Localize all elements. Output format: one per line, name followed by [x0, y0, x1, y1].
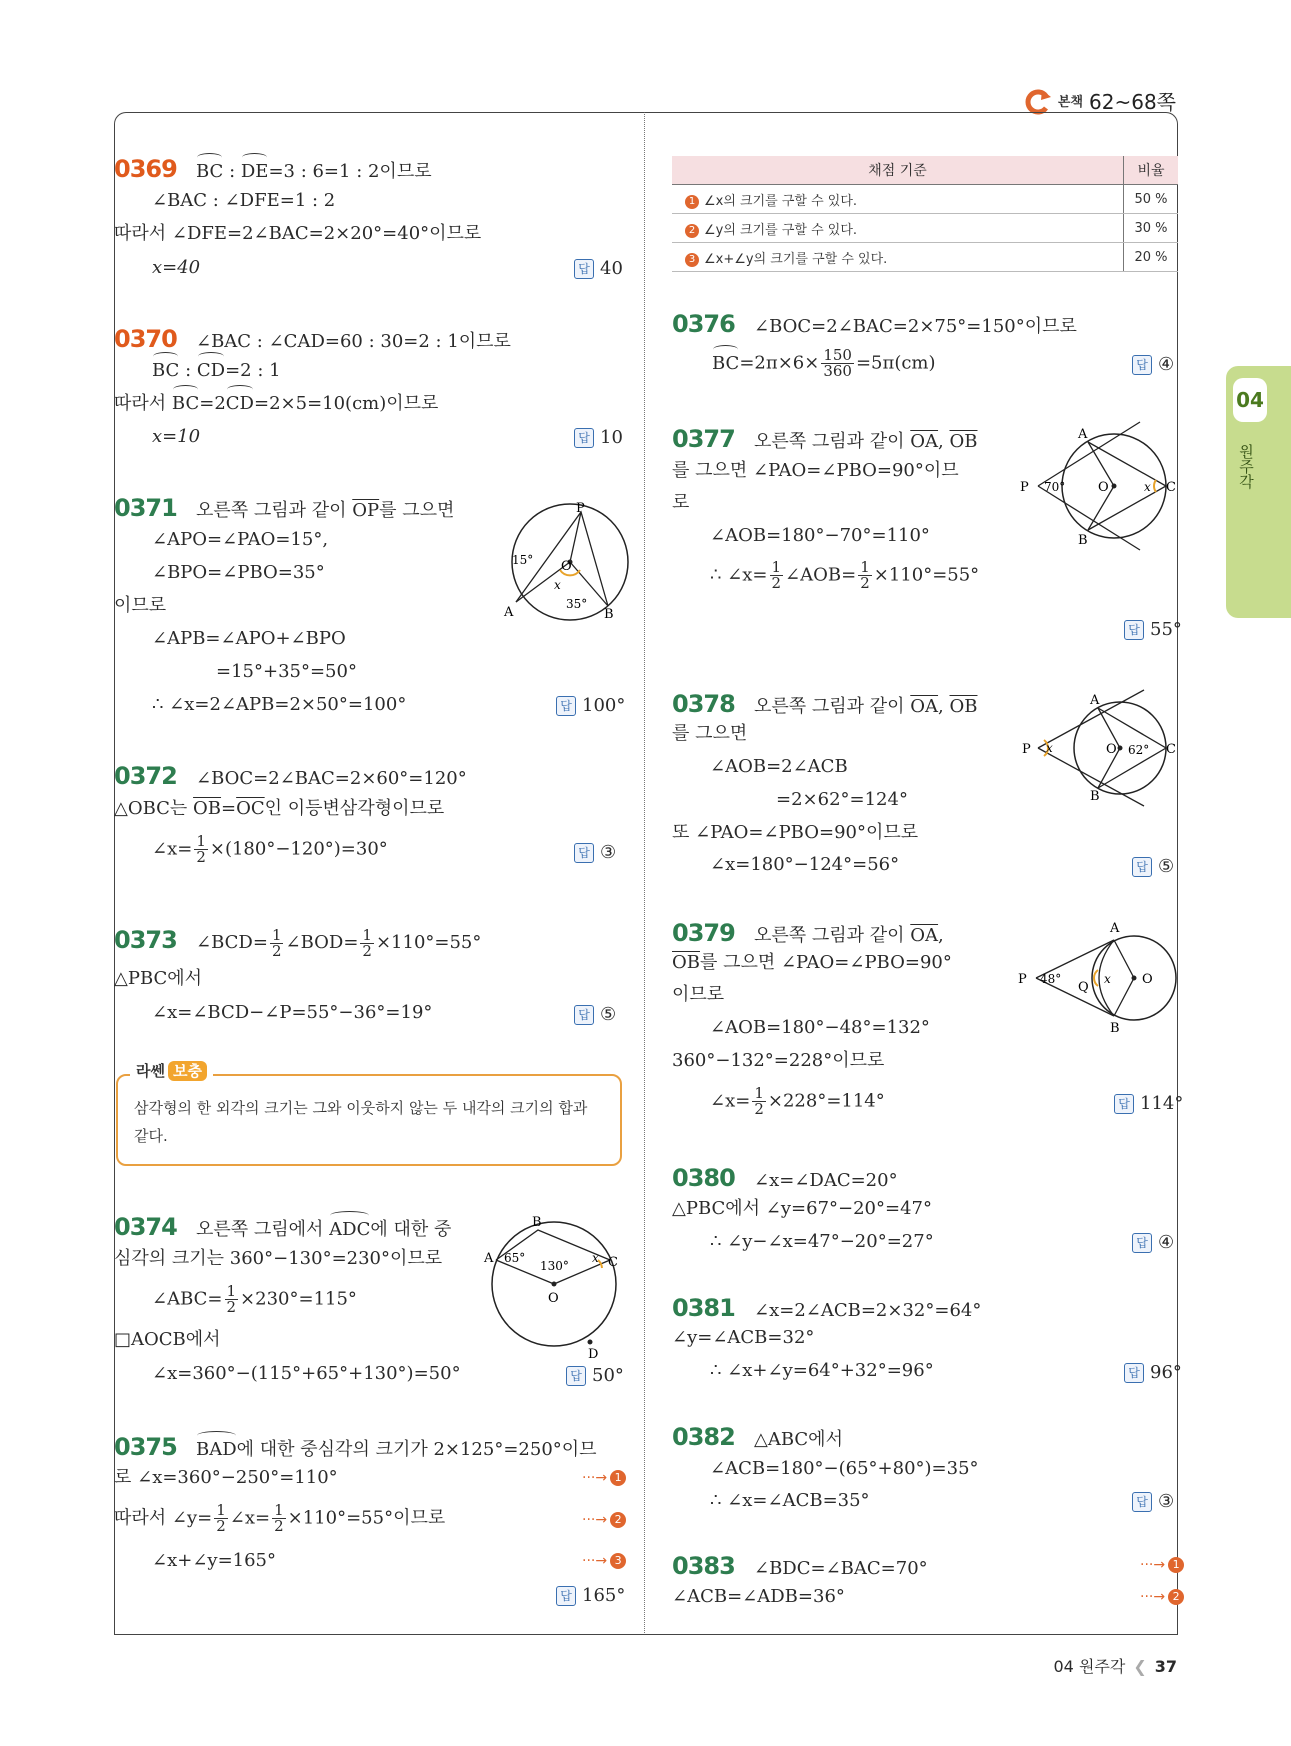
problem-0374-line5: ∠x=360°−(115°+65°+130°)=50°	[152, 1363, 461, 1384]
problem-0379-line2: $\overline{OB}$를 그으면 ∠PAO=∠PBO=90°	[672, 952, 952, 973]
label-angle-15: 15°	[512, 553, 534, 567]
answer-icon: 답	[1132, 857, 1152, 877]
problem-0370-line1: 0370 ∠BAC : ∠CAD=60 : 30=2 : 1이므로	[114, 325, 511, 353]
label-B: B	[604, 607, 614, 622]
answer-0382: 답 ③	[1132, 1491, 1174, 1512]
problem-0381-line2: ∠y=∠ACB=32°	[672, 1327, 815, 1348]
label-x: x	[592, 1251, 599, 1265]
label-angle-130: 130°	[540, 1259, 569, 1273]
problem-0374-line4: □AOCB에서	[114, 1329, 221, 1350]
label-C: C	[1166, 742, 1176, 757]
problem-0374-line1: 0374 오른쪽 그림에서 ADC에 대한 중	[114, 1212, 451, 1245]
label-O: O	[1098, 480, 1109, 495]
problem-0382-line1: 0382 △ABC에서	[672, 1423, 843, 1451]
answer-icon: 답	[556, 696, 576, 716]
answer-icon: 답	[574, 843, 594, 863]
answer-0371: 답 100°	[556, 695, 625, 716]
label-P: P	[1022, 742, 1031, 757]
problem-0379-line6: ∠x= $\frac{1}{2}$ ×228°=114°	[710, 1084, 885, 1118]
answer-0378: 답 ⑤	[1132, 856, 1174, 877]
problem-0379-line4: ∠AOB=180°−48°=132°	[710, 1017, 930, 1038]
problem-0370-line2: BC : CD=2 : 1	[152, 356, 281, 386]
label-O: O	[1106, 742, 1117, 757]
problem-0369-line3: 따라서 ∠DFE=2∠BAC=2×20°=40°이므로	[114, 223, 482, 244]
problem-number: 0378	[672, 690, 735, 718]
answer-icon: 답	[1132, 1233, 1152, 1253]
label-Q: Q	[1078, 980, 1089, 995]
note-tag: 보충	[168, 1061, 207, 1081]
table-row: 2 ∠y의 크기를 구할 수 있다. 30 %	[672, 214, 1178, 243]
answer-0375: 답 165°	[556, 1585, 625, 1606]
label-angle-70: 70°	[1044, 480, 1066, 494]
source-label: 본책	[1057, 95, 1084, 110]
step-marker-1: ···→ 1	[1140, 1557, 1184, 1573]
fraction: $\frac{1}{2}$	[196, 832, 206, 866]
problem-0371-line2: ∠APO=∠PAO=15°,	[152, 529, 329, 550]
problem-0378-line6: ∠x=180°−124°=56°	[710, 854, 900, 875]
answer-icon: 답	[1132, 1492, 1152, 1512]
fraction: $\frac{1}{2}$	[271, 925, 282, 960]
answer-0370: 답 10	[574, 427, 623, 448]
problem-number: 0383	[672, 1552, 735, 1580]
answer-0369: 답 40	[574, 258, 623, 279]
step-marker-3: ···→ 3	[582, 1553, 626, 1569]
chapter-number: 04	[1233, 378, 1267, 422]
answer-icon: 답	[574, 1005, 594, 1025]
figure-0377-tangent-diagram	[1016, 424, 1178, 546]
label-x: x	[554, 578, 561, 592]
page-range-header	[1024, 86, 1176, 115]
label-x: x	[1144, 480, 1151, 494]
table-row: 3 ∠x+∠y의 크기를 구할 수 있다. 20 %	[672, 243, 1178, 272]
label-P: P	[576, 501, 585, 516]
problem-0383-line1: 0383 ∠BDC=∠BAC=70°	[672, 1552, 928, 1580]
problem-0377-line1: 0377 오른쪽 그림과 같이 $\overline{OA}$, $\overline{OB}$	[672, 425, 978, 453]
problem-0369-line1: 0369 BC : DE=3 : 6=1 : 2이므로	[114, 154, 432, 187]
problem-0379-line1: 0379 오른쪽 그림과 같이 $\overline{OA}$,	[672, 919, 944, 947]
answer-icon: 답	[1132, 355, 1152, 375]
fraction: $\frac{1}{2}$	[362, 925, 372, 960]
label-A: A	[1110, 921, 1120, 936]
problem-number: 0374	[114, 1213, 177, 1241]
figure-0371-circle-diagram	[496, 498, 642, 624]
answer-icon: 답	[566, 1366, 586, 1386]
label-A: A	[484, 1251, 494, 1266]
problem-0377-line3: 로	[672, 492, 690, 513]
page-number: 37	[1154, 1657, 1177, 1676]
problem-number: 0372	[114, 762, 177, 790]
problem-0369-line2: ∠BAC : ∠DFE=1 : 2	[152, 190, 336, 211]
problem-number: 0379	[672, 919, 735, 947]
problem-0370-line3: 따라서 BC=2CD=2×5=10(cm)이므로	[114, 389, 438, 419]
problem-0378-line1: 0378 오른쪽 그림과 같이 $\overline{OA}$, $\overline{OB}$	[672, 690, 978, 718]
problem-0374-line3: ∠ABC= $\frac{1}{2}$ ×230°=115°	[152, 1282, 357, 1316]
problem-0380-line3: ∴ ∠y−∠x=47°−20°=27°	[710, 1231, 934, 1252]
page-footer	[1054, 1654, 1178, 1677]
fraction: $\frac{150}{360}$	[823, 346, 852, 380]
problem-0380-line1: 0380 ∠x=∠DAC=20°	[672, 1164, 898, 1192]
answer-0380: 답 ④	[1132, 1232, 1174, 1253]
label-A: A	[1078, 427, 1088, 442]
problem-0382-line3: ∴ ∠x=∠ACB=35°	[710, 1490, 870, 1511]
supplement-note-box	[116, 1062, 622, 1166]
label-P: P	[1020, 480, 1029, 495]
problem-number: 0375	[114, 1433, 177, 1461]
table-header-criteria: 채점 기준	[672, 156, 1124, 185]
problem-0375-line1: 0375 BAD에 대한 중심각의 크기가 2×125°=250°이므	[114, 1432, 597, 1465]
answer-icon: 답	[574, 259, 594, 279]
step-marker-2: ···→ 2	[582, 1512, 626, 1528]
problem-number: 0381	[672, 1294, 735, 1322]
problem-0377-line4: ∠AOB=180°−70°=110°	[710, 525, 930, 546]
label-O: O	[561, 559, 572, 574]
problem-number: 0382	[672, 1423, 735, 1451]
label-angle-35: 35°	[566, 597, 588, 611]
problem-0376-line1: 0376 ∠BOC=2∠BAC=2×75°=150°이므로	[672, 310, 1077, 338]
step-marker-2: ···→ 2	[1140, 1589, 1184, 1605]
problem-0372-line2: △OBC는 $\overline{OB}=\overline{OC}$인 이등변삼각형이므로	[114, 798, 445, 819]
problem-0378-line4: =2×62°=124°	[776, 789, 908, 810]
fraction: $\frac{1}{2}$	[754, 1084, 764, 1118]
problem-number: 0376	[672, 310, 735, 338]
label-B: B	[1090, 789, 1100, 804]
answer-icon: 답	[574, 428, 594, 448]
problem-0379-line3: 이므로	[672, 984, 725, 1005]
answer-0373: 답 ⑤	[574, 1004, 616, 1025]
problem-0371-line3: ∠BPO=∠PBO=35°	[152, 562, 325, 583]
label-D: D	[588, 1347, 599, 1362]
label-A: A	[1090, 693, 1100, 708]
label-x: x	[1104, 972, 1111, 986]
fraction: $\frac{1}{2}$	[226, 1282, 237, 1316]
label-C: C	[608, 1255, 618, 1270]
grading-criteria-table	[672, 156, 1178, 272]
problem-0371-line6: =15°+35°=50°	[216, 661, 357, 682]
answer-icon: 답	[1114, 1094, 1134, 1114]
problem-number: 0371	[114, 494, 177, 522]
problem-0373-line1: 0373 ∠BCD= $\frac{1}{2}$ ∠BOD= $\frac{1}{2}$ ×110°=55°	[114, 925, 482, 960]
problem-number: 0373	[114, 926, 177, 954]
problem-0378-line5: 또 ∠PAO=∠PBO=90°이므로	[672, 822, 919, 843]
table-row: 1 ∠x의 크기를 구할 수 있다. 50 %	[672, 185, 1178, 214]
problem-0371-line4: 이므로	[114, 595, 167, 616]
figure-0378-tangent-diagram	[1016, 690, 1178, 802]
problem-0372-line1: 0372 ∠BOC=2∠BAC=2×60°=120°	[114, 762, 467, 790]
label-O: O	[548, 1291, 559, 1306]
label-x: x	[1046, 741, 1053, 755]
fraction: $\frac{1}{2}$	[216, 1501, 226, 1535]
problem-0377-line5: ∴ ∠x= $\frac{1}{2}$ ∠AOB= $\frac{1}{2}$ ×110°=55°	[710, 558, 980, 592]
problem-0371-line7: ∴ ∠x=2∠APB=2×50°=100°	[152, 694, 407, 715]
label-B: B	[532, 1215, 542, 1230]
problem-number: 0380	[672, 1164, 735, 1192]
problem-0373-line3: ∠x=∠BCD−∠P=55°−36°=19°	[152, 1002, 433, 1023]
table-header-rate: 비율	[1124, 156, 1179, 185]
page-range: 62~68쪽	[1089, 90, 1176, 114]
fraction: $\frac{1}{2}$	[860, 558, 870, 592]
label-C: C	[1166, 480, 1176, 495]
problem-0369-line4: x=40	[152, 257, 201, 278]
fraction: $\frac{1}{2}$	[771, 558, 782, 592]
answer-0374: 답 50°	[566, 1365, 624, 1386]
label-P: P	[1018, 972, 1027, 987]
label-O: O	[1142, 972, 1153, 987]
chapter-tab	[1226, 366, 1291, 618]
answer-0376: 답 ④	[1132, 354, 1174, 375]
label-angle-48: 48°	[1040, 972, 1062, 986]
problem-0371-line1: 0371 오른쪽 그림과 같이 $\overline{OP}$를 그으면	[114, 494, 455, 522]
problem-0377-line2: 를 그으면 ∠PAO=∠PBO=90°이므	[672, 460, 959, 481]
problem-0378-line2: 를 그으면	[672, 723, 748, 744]
note-text: 삼각형의 한 외각의 크기는 그와 이웃하지 않는 두 내각의 크기의 합과 같다.	[134, 1099, 588, 1145]
problem-number: 0370	[114, 325, 177, 353]
problem-0375-line4: ∠x+∠y=165°	[152, 1550, 277, 1571]
problem-0380-line2: △PBC에서 ∠y=67°−20°=47°	[672, 1198, 932, 1219]
answer-icon: 답	[1124, 1363, 1144, 1383]
chapter-name: 원주각	[1237, 444, 1255, 489]
figure-0379-tangent-diagram	[1014, 918, 1178, 1036]
problem-0374-line2: 심각의 크기는 360°−130°=230°이므로	[114, 1248, 443, 1269]
problem-0375-line3: 따라서 ∠y= $\frac{1}{2}$ ∠x= $\frac{1}{2}$ ×110°=55°이므로	[114, 1501, 446, 1535]
problem-number: 0369	[114, 155, 177, 183]
note-label: 라쎈 보충	[130, 1060, 213, 1081]
label-B: B	[1110, 1021, 1120, 1036]
problem-0381-line1: 0381 ∠x=2∠ACB=2×32°=64°	[672, 1294, 982, 1322]
problem-0375-line2: 로 ∠x=360°−250°=110°	[114, 1467, 338, 1488]
problem-0381-line3: ∴ ∠x+∠y=64°+32°=96°	[710, 1360, 934, 1381]
problem-0376-line2: BC=2π×6× $\frac{150}{360}$ =5π(cm)	[712, 346, 936, 380]
step-marker-1: ···→ 1	[582, 1470, 626, 1486]
problem-0370-line4: x=10	[152, 426, 201, 447]
problem-0373-line2: △PBC에서	[114, 968, 203, 989]
problem-0383-line2: ∠ACB=∠ADB=36°	[672, 1586, 845, 1607]
problem-0382-line2: ∠ACB=180°−(65°+80°)=35°	[710, 1458, 979, 1479]
answer-icon: 답	[556, 1586, 576, 1606]
return-arrow-icon	[1024, 88, 1052, 114]
figure-0374-circle-diagram	[484, 1212, 634, 1362]
answer-icon: 답	[1124, 620, 1144, 640]
answer-0381: 답 96°	[1124, 1362, 1182, 1383]
problem-0372-line3: ∠x= $\frac{1}{2}$ ×(180°−120°)=30°	[152, 832, 388, 866]
problem-number: 0377	[672, 425, 735, 453]
answer-0372: 답 ③	[574, 842, 616, 863]
footer-chapter: 04 원주각	[1053, 1657, 1126, 1676]
label-B: B	[1078, 533, 1088, 548]
problem-0379-line5: 360°−132°=228°이므로	[672, 1050, 885, 1071]
chevron-left-icon: ❮	[1133, 1657, 1147, 1676]
problem-0378-line3: ∠AOB=2∠ACB	[710, 756, 848, 777]
label-A: A	[504, 605, 514, 620]
label-angle-65: 65°	[504, 1251, 526, 1265]
fraction: $\frac{1}{2}$	[274, 1501, 284, 1535]
problem-0371-line5: ∠APB=∠APO+∠BPO	[152, 628, 346, 649]
answer-0377: 답 55°	[1124, 619, 1182, 640]
label-angle-62: 62°	[1128, 743, 1150, 757]
answer-0379: 답 114°	[1114, 1093, 1183, 1114]
bottom-rule	[114, 1634, 1178, 1635]
